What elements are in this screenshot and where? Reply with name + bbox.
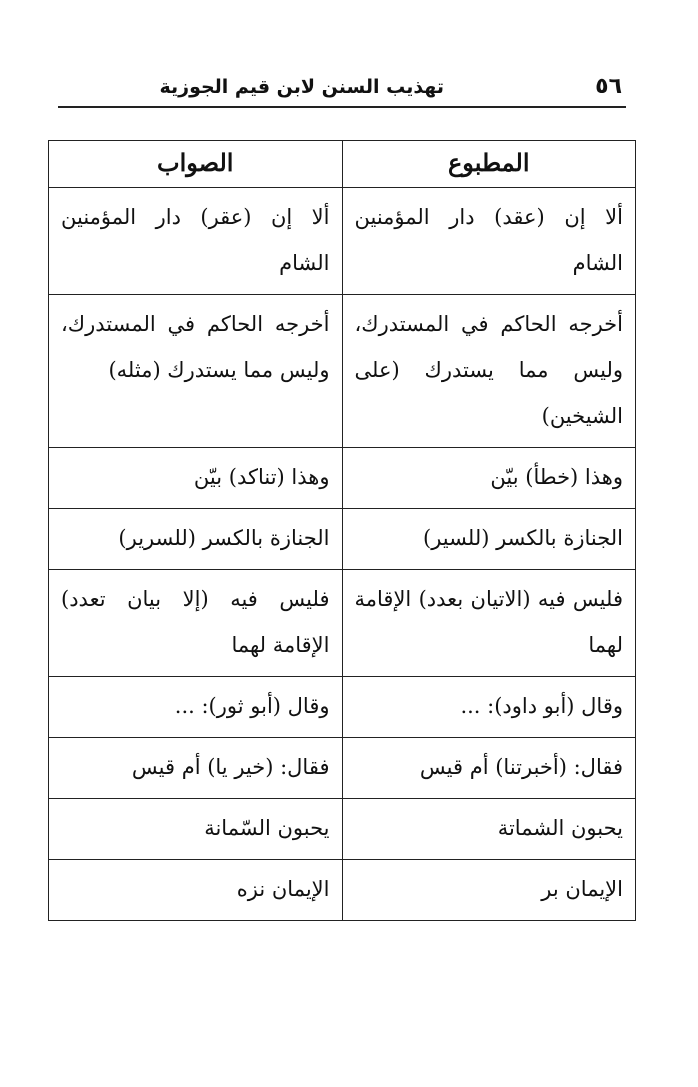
table-row	[49, 860, 636, 921]
table-row	[49, 677, 636, 738]
cell-correct: وهذا (تناكد) بيّن	[49, 448, 343, 509]
table-row	[49, 738, 636, 799]
table-row	[49, 509, 636, 570]
running-title: تهذيب السنن لابن قيم الجوزية	[159, 76, 444, 98]
cell-printed: ألا إن (عقد) دار المؤمنين الشام	[342, 188, 636, 295]
cell-correct: ألا إن (عقر) دار المؤمنين الشام	[49, 188, 343, 295]
column-header-correct: الصواب	[49, 141, 343, 188]
cell-printed: الإيمان بر	[342, 860, 636, 921]
column-header-printed: المطبوع	[342, 141, 636, 188]
cell-printed: وهذا (خطأ) بيّن	[342, 448, 636, 509]
table-row	[49, 570, 636, 677]
errata-table	[48, 140, 636, 921]
cell-correct: فليس فيه (إلا بيان تعدد) الإقامة لهما	[49, 570, 343, 677]
page-number: ٥٦	[595, 74, 622, 99]
page-header	[58, 70, 626, 108]
cell-correct: الإيمان نزه	[49, 860, 343, 921]
cell-printed: وقال (أبو داود): ...	[342, 677, 636, 738]
cell-correct: الجنازة بالكسر (للسرير)	[49, 509, 343, 570]
cell-printed: الجنازة بالكسر (للسير)	[342, 509, 636, 570]
cell-printed: فليس فيه (الاتيان بعدد) الإقامة لهما	[342, 570, 636, 677]
cell-printed: فقال: (أخبرتنا) أم قيس	[342, 738, 636, 799]
table-row	[49, 295, 636, 448]
cell-correct: أخرجه الحاكم في المستدرك، وليس مما يستدرك (مثله)	[49, 295, 343, 448]
table-header-row	[49, 141, 636, 188]
table-row	[49, 448, 636, 509]
cell-correct: وقال (أبو ثور): ...	[49, 677, 343, 738]
table-row	[49, 188, 636, 295]
cell-printed: يحبون الشماتة	[342, 799, 636, 860]
table-row	[49, 799, 636, 860]
cell-correct: يحبون السّمانة	[49, 799, 343, 860]
cell-correct: فقال: (خير يا) أم قيس	[49, 738, 343, 799]
cell-printed: أخرجه الحاكم في المستدرك، وليس مما يستدرك (على الشيخين)	[342, 295, 636, 448]
